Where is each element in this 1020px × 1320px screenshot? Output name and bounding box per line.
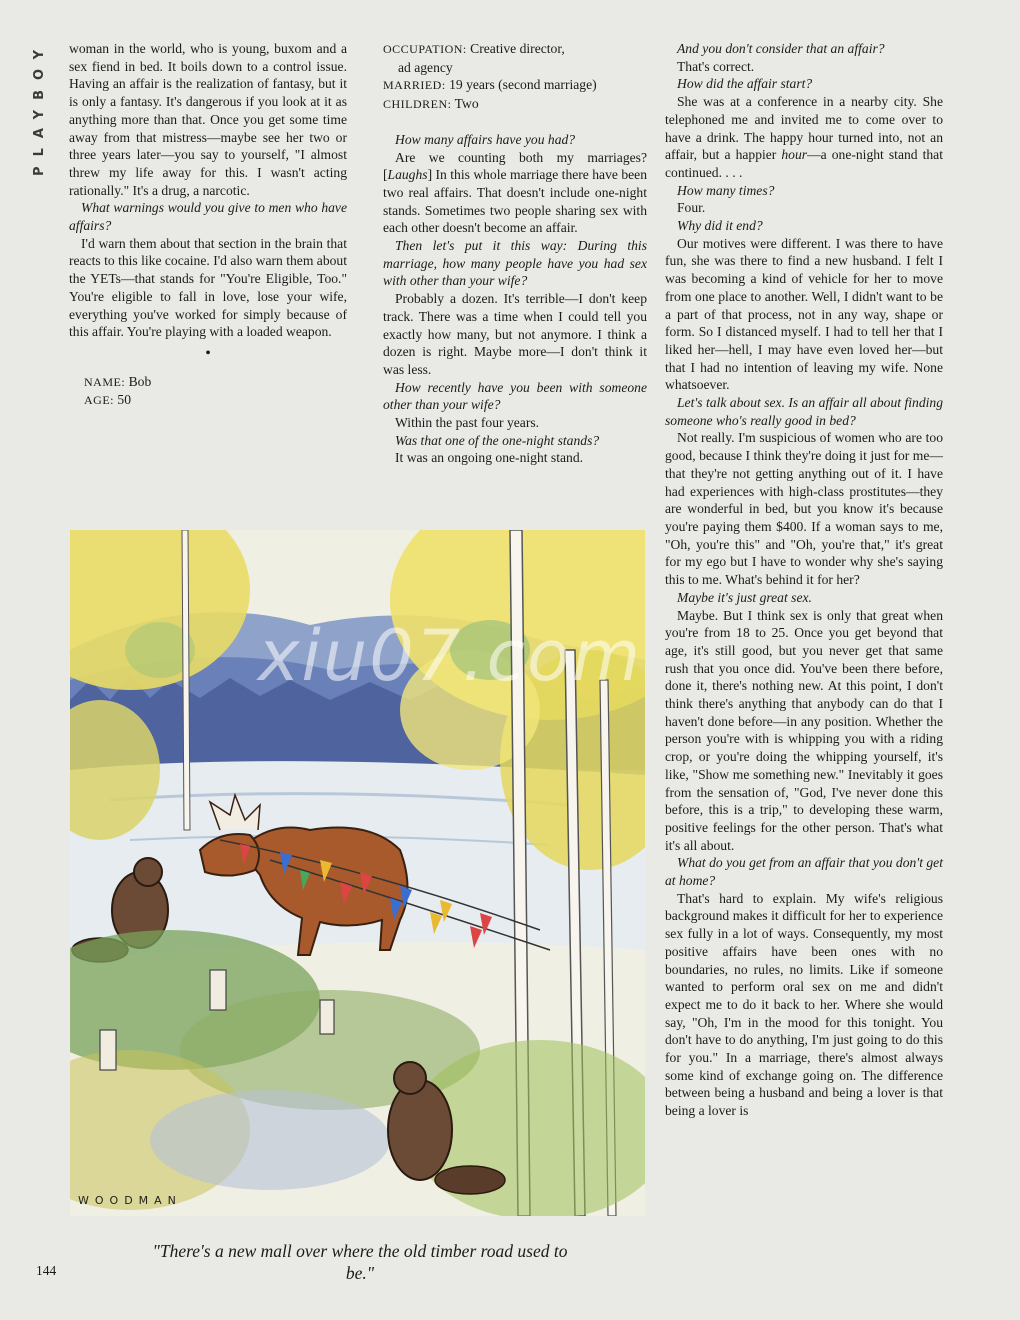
answer-text: Not really. I'm suspicious of women who are too good, because I think they're doing it just for me—that they're not getting anything out of it. I have had experiences with high-class prostitutes—they are wonderful in bed, but you know it's because you're paying them $400. If a woman says to me, "Oh, you're this" and "Oh, you're that," it's great for my ego but I have to wonder why she's saying this to me. What's behind it for her?: [665, 430, 943, 588]
answer-text: Are we counting both my marriages? [Laughs] In this whole marriage there have been two real affairs. That doesn't include one-night stands. Sometimes two people sharing sex with each other doesn't become an affair.: [383, 149, 647, 236]
answer-text: Within the past four years.: [395, 415, 540, 431]
question-text: What warnings would you give to men who have affairs?: [69, 200, 347, 234]
occupation-label: OCCUPATION:: [383, 42, 467, 56]
answer-text: Four.: [677, 200, 706, 216]
question-text: How did the affair start?: [677, 76, 813, 92]
question-text: Was that one of the one-night stands?: [395, 432, 600, 448]
answer-text: She was at a conference in a nearby city. She telephoned me and invited me to come over to have a drink. The happy hour turned into, not an affair, but a happier hour—a one-night stand that continued. . . .: [665, 94, 943, 180]
answer-text: I'd warn them about that section in the brain that reacts to this like cocaine. I'd also warn them about the YETs—that stands for "You're Eligible, Too." You're eligible to fall in love, lose your wife, everything you've worked for simply because of this affair. You're playing with a loaded weapon.: [69, 235, 348, 340]
children-label: CHILDREN:: [383, 97, 452, 112]
answer-text: It was an ongoing one-night stand.: [395, 450, 584, 466]
name-value: Bob: [128, 373, 152, 389]
page-number: 144: [36, 1263, 57, 1278]
occupation-value-cont: ad agency: [398, 59, 453, 75]
occupation-value: Creative director,: [470, 41, 565, 56]
answer-text: woman in the world, who is young, buxom and a sex fiend in bed. It boils down to a control issue. Having an affair is the realization of fantasy, but it is only a fantasy. It's dangerous if you look at it as anything more than that. Once you get some time away from that mistress—maybe see her two or three years later—you say to yourself, "I almost threw my life away for this. I wasn't acting rationally." It's a drug, a narcotic.: [69, 41, 347, 198]
section-bullet: •: [205, 344, 211, 362]
age-value: 50: [117, 392, 131, 408]
answer-text: That's correct.: [677, 58, 755, 74]
column-2: [383, 40, 647, 467]
age-label: AGE:: [84, 393, 114, 408]
profile-block: [69, 373, 347, 410]
answer-text: That's hard to explain. My wife's religious background makes it difficult for her to experience sex fully in a lot of ways. Consequently, my most positive affairs have been ones with no boundaries, no rules, no limits. Like if someone wanted to perform oral sex on me and didn't expect me to do it back to her. Where she would say, "Oh, I'm in the mood for this tonight. You don't have to do anything, I'm just going to do this for you." In a marriage, there's almost always some kind of exchange going on. The difference between being a husband and being a lover is that being a lover is: [665, 890, 943, 1119]
question-text: Why did it end?: [677, 218, 763, 234]
question-text: What do you get from an affair that you don't get at home?: [665, 855, 943, 889]
cartoon-drawing: [70, 530, 645, 1216]
illustration-caption: "There's a new mall over where the old timber road used to be.": [152, 1241, 568, 1283]
married-label: MARRIED:: [383, 78, 446, 93]
question-text: Then let's put it this way: During this marriage, how many people have you had sex with other than your wife?: [383, 238, 647, 289]
married-value: 19 years (second marriage): [449, 77, 597, 93]
answer-text: Maybe. But I think sex is only that great when you're from 18 to 25. Once you get beyond that age, it's still good, but you never get that same rush that you once did. You've been there before, done it, there's nothing new. At this point, I don't think there's anything that anybody can do that I haven't done before—in any position. Whether the person you're with is whipping you with a riding crop, or you're doing the whipping yourself, it's like, "Show me something new." Inevitably it goes from the sensation of, "God, I've never done this before, this is a trip," to developing these warm, positive feelings for the other person. That's what it's all about.: [665, 607, 943, 853]
answer-text: Our motives were different. I was there to have fun, she was there to find a new husband. I felt I was becoming a kind of vehicle for her to move from one place to another. Well, I didn't want to be a part of that process, not in any way, shape or form. So I distanced myself. I had to tell her that I liked her—hell, I may have even loved her—but that I had no intention of leaving my wife. None whatsoever.: [665, 235, 943, 393]
column-3: [665, 40, 943, 1120]
question-text: And you don't consider that an affair?: [677, 41, 885, 56]
name-label: NAME:: [84, 374, 126, 389]
profile-block: [383, 40, 647, 114]
question-text: How many times?: [677, 182, 775, 198]
column-1: [69, 40, 347, 410]
cartoon-illustration: [70, 530, 645, 1216]
artist-signature: WOODMAN: [78, 1194, 182, 1207]
question-text: How recently have you been with someone other than your wife?: [383, 379, 647, 413]
children-value: Two: [454, 96, 479, 112]
masthead: PLAYBOY: [32, 40, 47, 176]
question-text: Maybe it's just great sex.: [677, 589, 812, 605]
watermark: xiu07.com: [258, 615, 643, 697]
question-text: How many affairs have you had?: [395, 131, 576, 147]
question-text: Let's talk about sex. Is an affair all about finding someone who's really good in bed?: [665, 395, 943, 428]
answer-text: Probably a dozen. It's terrible—I don't keep track. There was a time when I could tell you exactly how many, but not anymore. I think a dozen is right. Maybe more—I don't think it was less.: [383, 291, 647, 377]
